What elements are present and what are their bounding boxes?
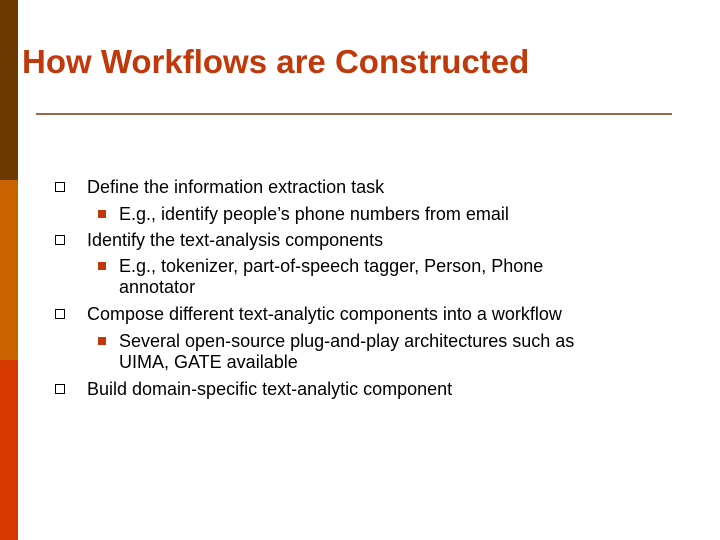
sub-bullet-text-continuation: annotator xyxy=(119,277,196,297)
hollow-square-bullet-icon xyxy=(55,235,65,245)
filled-square-bullet-icon xyxy=(98,210,106,218)
bullet-text: Compose different text-analytic components into a workflow xyxy=(87,304,562,324)
left-accent-bar-bottom xyxy=(0,360,18,540)
sub-bullet-text-continuation: UIMA, GATE available xyxy=(119,352,298,372)
filled-square-bullet-icon xyxy=(98,337,106,345)
left-accent-bar-top xyxy=(0,0,18,180)
filled-square-bullet-icon xyxy=(98,262,106,270)
bullet-text: Identify the text-analysis components xyxy=(87,230,384,250)
sub-bullet-text: E.g., identify people’s phone numbers from email xyxy=(119,204,509,224)
sub-bullet-text: E.g., tokenizer, part-of-speech tagger, Person, Phone xyxy=(119,256,544,276)
bullet-text: Build domain-specific text-analytic component xyxy=(87,379,453,399)
left-accent-bar-middle xyxy=(0,180,18,360)
slide-title: How Workflows are Constructed xyxy=(22,43,530,80)
hollow-square-bullet-icon xyxy=(55,309,65,319)
title-divider xyxy=(36,113,672,115)
sub-bullet-text: Several open-source plug-and-play architectures such as xyxy=(119,331,575,351)
hollow-square-bullet-icon xyxy=(55,384,65,394)
bullet-text: Define the information extraction task xyxy=(87,177,385,197)
hollow-square-bullet-icon xyxy=(55,182,65,192)
